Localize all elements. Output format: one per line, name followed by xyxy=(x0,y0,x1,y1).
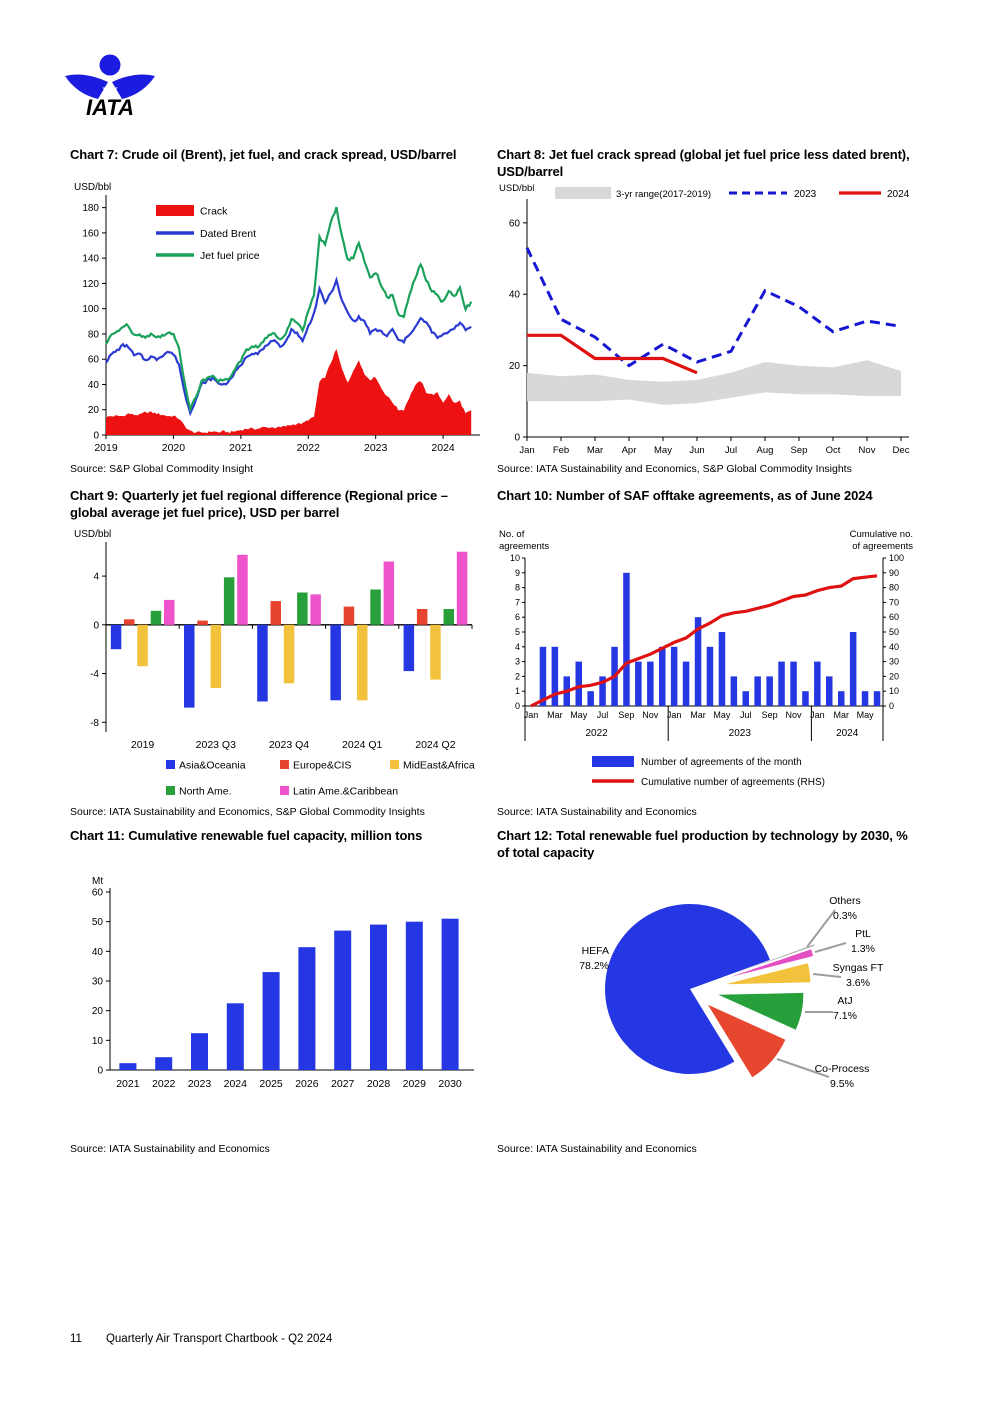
svg-text:30: 30 xyxy=(91,976,103,988)
svg-text:2: 2 xyxy=(514,671,520,682)
svg-text:2024: 2024 xyxy=(887,189,910,200)
svg-text:2022: 2022 xyxy=(296,442,320,454)
svg-text:120: 120 xyxy=(82,278,99,290)
svg-text:Jet fuel price: Jet fuel price xyxy=(200,250,260,262)
svg-text:Jul: Jul xyxy=(596,710,609,720)
svg-text:3-yr range(2017-2019): 3-yr range(2017-2019) xyxy=(616,189,712,200)
svg-text:Mar: Mar xyxy=(833,710,849,720)
chart12-panel xyxy=(497,828,917,1158)
chart10-source: Source: IATA Sustainability and Economics xyxy=(497,806,697,818)
svg-text:Sep: Sep xyxy=(790,445,808,456)
svg-text:0: 0 xyxy=(93,430,99,442)
logo-globe xyxy=(100,55,121,76)
chart9-title: Chart 9: Quarterly jet fuel regional difference (Regional price – global average jet fuel price), USD per barrel xyxy=(70,488,448,520)
svg-text:60: 60 xyxy=(91,887,103,899)
svg-text:Mar: Mar xyxy=(547,710,563,720)
svg-text:2024 Q1: 2024 Q1 xyxy=(342,739,383,751)
svg-text:100: 100 xyxy=(889,553,905,563)
svg-text:60: 60 xyxy=(508,218,520,230)
svg-text:MidEast&Africa: MidEast&Africa xyxy=(403,759,475,772)
svg-text:160: 160 xyxy=(82,228,99,240)
svg-text:4: 4 xyxy=(93,571,99,583)
svg-text:20: 20 xyxy=(91,1006,103,1018)
svg-text:2028: 2028 xyxy=(366,1078,391,1090)
svg-text:40: 40 xyxy=(508,289,520,301)
svg-text:Aug: Aug xyxy=(756,445,774,456)
svg-text:Mar: Mar xyxy=(690,710,706,720)
svg-text:2021: 2021 xyxy=(116,1078,140,1090)
svg-text:Jan: Jan xyxy=(810,710,825,720)
chart7-title: Chart 7: Crude oil (Brent), jet fuel, and crack spread, USD/barrel xyxy=(70,147,457,162)
svg-text:May: May xyxy=(856,710,874,720)
series-cumulative-agreements xyxy=(531,576,877,706)
svg-text:2023: 2023 xyxy=(794,189,817,200)
svg-text:Jul: Jul xyxy=(740,710,752,720)
svg-text:3.6%: 3.6% xyxy=(846,977,870,989)
svg-text:Sep: Sep xyxy=(761,710,778,720)
svg-text:2023: 2023 xyxy=(187,1078,212,1090)
svg-text:78.2%: 78.2% xyxy=(579,960,609,972)
chart10-title: Chart 10: Number of SAF offtake agreements, as of June 2024 xyxy=(497,488,873,503)
svg-text:8: 8 xyxy=(514,582,520,593)
svg-text:Co-Process: Co-Process xyxy=(814,1063,870,1075)
chart7-panel xyxy=(70,147,482,487)
series-jet-fuel-price xyxy=(106,207,471,409)
svg-text:Sep: Sep xyxy=(618,710,635,720)
svg-text:7.1%: 7.1% xyxy=(833,1010,857,1022)
footer-title: Quarterly Air Transport Chartbook - Q2 2024 xyxy=(105,1333,333,1345)
series-2024 xyxy=(527,335,697,373)
svg-text:20: 20 xyxy=(508,361,520,373)
svg-text:2023: 2023 xyxy=(363,442,388,454)
svg-text:70: 70 xyxy=(889,597,900,608)
svg-text:Mt: Mt xyxy=(92,876,104,887)
svg-text:0: 0 xyxy=(97,1065,103,1077)
svg-text:80: 80 xyxy=(889,582,900,593)
svg-text:May: May xyxy=(570,710,588,720)
svg-text:2023 Q3: 2023 Q3 xyxy=(195,739,236,751)
svg-text:Oct: Oct xyxy=(825,445,841,456)
svg-text:0.3%: 0.3% xyxy=(833,910,857,922)
chart12-figure xyxy=(497,874,917,1140)
chart12-source: Source: IATA Sustainability and Economics xyxy=(497,1143,697,1155)
svg-text:2025: 2025 xyxy=(259,1078,283,1090)
svg-text:May: May xyxy=(654,445,672,456)
series-mideast-africa xyxy=(137,625,440,701)
svg-text:1.3%: 1.3% xyxy=(851,943,875,955)
svg-text:2020: 2020 xyxy=(161,442,186,454)
svg-text:Nov: Nov xyxy=(785,710,802,720)
chart10-figure xyxy=(497,528,917,794)
chart7-figure xyxy=(70,181,482,461)
chart8-panel xyxy=(497,147,915,487)
svg-text:Dec: Dec xyxy=(892,445,910,456)
svg-text:Crack: Crack xyxy=(200,205,228,218)
svg-text:6: 6 xyxy=(514,612,520,623)
svg-text:Jan: Jan xyxy=(523,710,539,720)
svg-text:2027: 2027 xyxy=(331,1078,355,1090)
svg-text:Dated Brent: Dated Brent xyxy=(200,228,257,240)
svg-text:Jun: Jun xyxy=(689,445,705,456)
svg-text:Jan: Jan xyxy=(666,710,682,720)
chart11-source: Source: IATA Sustainability and Economics xyxy=(70,1143,270,1155)
svg-text:Cumulative number of agreement: Cumulative number of agreements (RHS) xyxy=(641,777,825,788)
svg-text:60: 60 xyxy=(889,612,900,623)
svg-text:2023: 2023 xyxy=(728,728,751,739)
band-3yr-range xyxy=(527,360,901,405)
svg-text:2029: 2029 xyxy=(402,1078,426,1090)
svg-text:9.5%: 9.5% xyxy=(830,1078,854,1090)
svg-text:Nov: Nov xyxy=(858,445,876,456)
svg-text:20: 20 xyxy=(889,671,900,682)
svg-text:HEFA: HEFA xyxy=(581,945,609,957)
svg-text:2023 Q4: 2023 Q4 xyxy=(268,739,310,751)
svg-text:USD/bbl: USD/bbl xyxy=(499,183,535,194)
svg-text:2019: 2019 xyxy=(130,739,155,751)
chart11-figure xyxy=(70,874,482,1110)
svg-text:USD/bbl: USD/bbl xyxy=(74,529,112,540)
svg-text:Latin Ame.&Caribbean: Latin Ame.&Caribbean xyxy=(293,785,399,798)
svg-text:USD/bbl: USD/bbl xyxy=(74,182,112,193)
svg-text:0: 0 xyxy=(93,620,99,632)
chart9-panel xyxy=(70,488,482,824)
svg-text:Jan: Jan xyxy=(519,445,535,456)
svg-text:Jul: Jul xyxy=(724,445,738,456)
svg-text:2030: 2030 xyxy=(438,1078,462,1090)
svg-text:2026: 2026 xyxy=(295,1078,319,1090)
svg-text:140: 140 xyxy=(82,253,99,265)
svg-text:2022: 2022 xyxy=(152,1078,176,1090)
svg-text:Cumulative no.: Cumulative no. xyxy=(849,529,913,540)
svg-text:agreements: agreements xyxy=(499,541,550,552)
svg-text:10: 10 xyxy=(509,553,520,563)
svg-text:180: 180 xyxy=(82,203,99,215)
svg-text:2022: 2022 xyxy=(585,728,608,739)
svg-text:3: 3 xyxy=(514,656,520,667)
svg-text:Syngas FT: Syngas FT xyxy=(832,962,884,974)
svg-text:North Ame.: North Ame. xyxy=(179,785,232,798)
svg-text:40: 40 xyxy=(889,641,900,652)
chart11-panel xyxy=(70,828,482,1158)
svg-text:Europe&CIS: Europe&CIS xyxy=(293,759,352,772)
svg-text:2021: 2021 xyxy=(229,442,253,454)
svg-text:4: 4 xyxy=(514,641,520,652)
svg-text:40: 40 xyxy=(87,379,99,391)
svg-text:-8: -8 xyxy=(90,717,99,729)
chart12-title: Chart 12: Total renewable fuel production by technology by 2030, % of total capacity xyxy=(497,828,908,860)
svg-text:Others: Others xyxy=(829,895,861,907)
svg-text:Feb: Feb xyxy=(552,445,570,456)
svg-text:of agreements: of agreements xyxy=(852,541,913,552)
svg-text:0: 0 xyxy=(889,701,895,711)
svg-text:90: 90 xyxy=(889,567,900,578)
svg-text:2019: 2019 xyxy=(94,442,118,454)
series-capacity xyxy=(119,919,458,1070)
svg-text:5: 5 xyxy=(514,627,520,637)
svg-text:Asia&Oceania: Asia&Oceania xyxy=(179,759,246,772)
series-crack xyxy=(106,349,471,435)
svg-text:2024 Q2: 2024 Q2 xyxy=(415,739,456,751)
svg-text:30: 30 xyxy=(889,656,900,667)
svg-text:20: 20 xyxy=(87,405,99,417)
page-footer xyxy=(70,1333,332,1345)
svg-text:PtL: PtL xyxy=(855,928,871,940)
svg-text:10: 10 xyxy=(91,1035,103,1047)
svg-text:100: 100 xyxy=(82,304,99,316)
svg-text:40: 40 xyxy=(91,946,103,958)
svg-text:Number of agreements of the mo: Number of agreements of the month xyxy=(641,757,802,768)
svg-text:50: 50 xyxy=(889,627,900,637)
chart11-title: Chart 11: Cumulative renewable fuel capacity, million tons xyxy=(70,828,423,843)
series-north-ame- xyxy=(151,577,454,625)
svg-text:10: 10 xyxy=(889,686,900,697)
chart9-figure xyxy=(70,528,482,804)
svg-text:-4: -4 xyxy=(90,669,99,681)
svg-text:2024: 2024 xyxy=(431,442,455,454)
svg-text:7: 7 xyxy=(514,597,520,608)
svg-text:Mar: Mar xyxy=(586,445,604,456)
chart9-source: Source: IATA Sustainability and Economics, S&P Global Commodity Insights xyxy=(70,806,425,818)
series-2023 xyxy=(527,248,901,366)
svg-text:60: 60 xyxy=(87,354,99,366)
svg-text:0: 0 xyxy=(514,701,520,711)
chart10-panel xyxy=(497,488,917,824)
svg-text:2024: 2024 xyxy=(223,1078,247,1090)
series-asia-oceania xyxy=(111,625,414,708)
svg-text:Nov: Nov xyxy=(642,710,659,720)
svg-text:2024: 2024 xyxy=(836,728,859,739)
chart8-title: Chart 8: Jet fuel crack spread (global jet fuel price less dated brent), USD/barrel xyxy=(497,147,910,179)
footer-page-number: 11 xyxy=(70,1333,82,1345)
svg-text:AtJ: AtJ xyxy=(837,995,853,1007)
chart8-figure xyxy=(497,181,915,461)
chart8-source: Source: IATA Sustainability and Economics, S&P Global Commodity Insights xyxy=(497,463,852,475)
svg-text:50: 50 xyxy=(91,917,103,929)
svg-text:Apr: Apr xyxy=(621,445,637,456)
svg-text:1: 1 xyxy=(514,686,520,697)
chart7-source: Source: S&P Global Commodity Insight xyxy=(70,463,254,475)
iata-logo xyxy=(64,54,156,118)
svg-text:9: 9 xyxy=(514,567,520,578)
svg-text:80: 80 xyxy=(87,329,99,341)
svg-text:0: 0 xyxy=(514,432,520,444)
logo-wordmark: IATA xyxy=(85,95,135,118)
svg-text:May: May xyxy=(713,710,731,720)
svg-text:No. of: No. of xyxy=(499,529,525,540)
